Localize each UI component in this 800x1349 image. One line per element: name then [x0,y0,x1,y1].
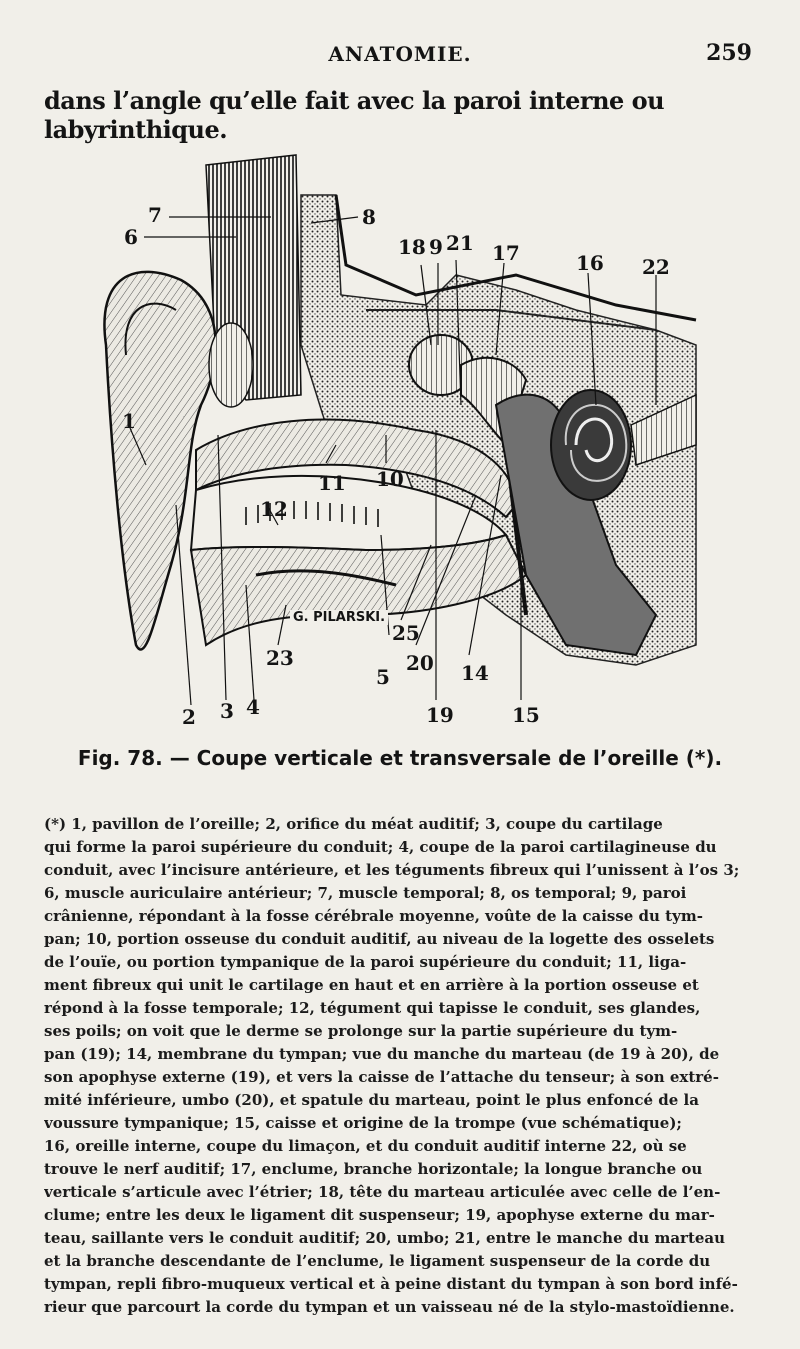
running-title: ANATOMIE. [328,42,472,66]
footnote-line: pan; 10, portion osseuse du conduit auditif, au niveau de la logette des osselets [44,930,715,948]
callout-label: 22 [642,255,670,279]
page-header [40,40,760,80]
figure-caption: Fig. 78. — Coupe verticale et transversale de l’oreille (*). [77,746,723,770]
footnote-line: ses poils; on voit que le derme se prolonge sur la partie supérieure du tym- [44,1022,678,1040]
callout-label: 4 [246,695,260,719]
callout-label: 12 [260,497,288,521]
footnote-line: crânienne, répondant à la fosse cérébrale moyenne, voûte de la caisse du tym- [44,907,703,925]
callout-label: 23 [266,646,294,670]
callout-label: 6 [124,225,138,249]
footnote-line: rieur que parcourt la corde du tympan et un vaisseau né de la stylo-mastoïdienne. [44,1298,735,1316]
callout-label: 5 [376,665,390,689]
callout-label: 17 [492,241,520,265]
footnote-line: trouve le nerf auditif; 17, enclume, branche horizontale; la longue branche ou [44,1160,703,1178]
page-number: 259 [706,40,752,66]
callout-label: 18 [398,235,426,259]
footnote-line: qui forme la paroi supérieure du conduit; 4, coupe de la paroi cartilagineuse du [44,838,717,856]
footnote-line: teau, saillante vers le conduit auditif; 20, umbo; 21, entre le manche du marteau [44,1229,726,1247]
callout-label: 8 [362,205,376,229]
footnote-line: répond à la fosse temporale; 12, tégument qui tapisse le conduit, ses glandes, [44,999,701,1017]
engraver-signature: G. PILARSKI. [290,610,388,625]
footnote-line: tympan, repli fibro-muqueux vertical et à peine distant du tympan à son bord infé- [44,1275,738,1293]
callout-label: 16 [576,251,604,275]
callout-label: 15 [512,703,540,727]
callout-label: 9 [429,235,443,259]
footnote-line: son apophyse externe (19), et vers la caisse de l’attache du tenseur; à son extré- [44,1068,719,1086]
callout-label: 7 [148,203,162,227]
footnote-line: conduit, avec l’incisure antérieure, et les téguments fibreux qui l’unissent à l’os 3; [44,861,740,879]
footnote-line: 16, oreille interne, coupe du limaçon, et du conduit auditif interne 22, où se [44,1137,687,1155]
footnote-line: de l’ouïe, ou portion tympanique de la paroi supérieure du conduit; 11, liga- [44,953,687,971]
callout-label: 21 [446,231,474,255]
footnote-line: (*) 1, pavillon de l’oreille; 2, orifice du méat auditif; 3, coupe du cartilage [44,815,663,833]
callout-label: 14 [461,661,489,685]
callout-label: 10 [376,467,404,491]
callout-label: 19 [426,703,454,727]
footnote-line: mité inférieure, umbo (20), et spatule du marteau, point le plus enfoncé de la [44,1091,699,1109]
footnote-line: ment fibreux qui unit le cartilage en haut et en arrière à la portion osseuse et [44,976,699,994]
callout-label: 25 [392,621,420,645]
footnote-line: clume; entre les deux le ligament dit suspenseur; 19, apophyse externe du mar- [44,1206,715,1224]
body-text-line: dans l’angle qu’elle fait avec la paroi interne ou labyrinthique. [44,86,665,144]
callout-label: 20 [406,651,434,675]
footnote-line: pan (19); 14, membrane du tympan; vue du manche du marteau (de 19 à 20), de [44,1045,720,1063]
footnote-line: 6, muscle auriculaire antérieur; 7, muscle temporal; 8, os temporal; 9, paroi [44,884,687,902]
callout-label: 2 [182,705,196,729]
footnote-line: verticale s’articule avec l’étrier; 18, tête du marteau articulée avec celle de l’en- [44,1183,721,1201]
callout-label: 11 [318,471,346,495]
ear-section-figure [96,145,706,730]
callout-label: 3 [220,699,234,723]
footnote-line: et la branche descendante de l’enclume, le ligament suspenseur de la corde du [44,1252,711,1270]
callout-label: 1 [122,409,136,433]
footnote-line: voussure tympanique; 15, caisse et origine de la trompe (vue schématique); [44,1114,682,1132]
figure-footnote [44,813,760,1319]
